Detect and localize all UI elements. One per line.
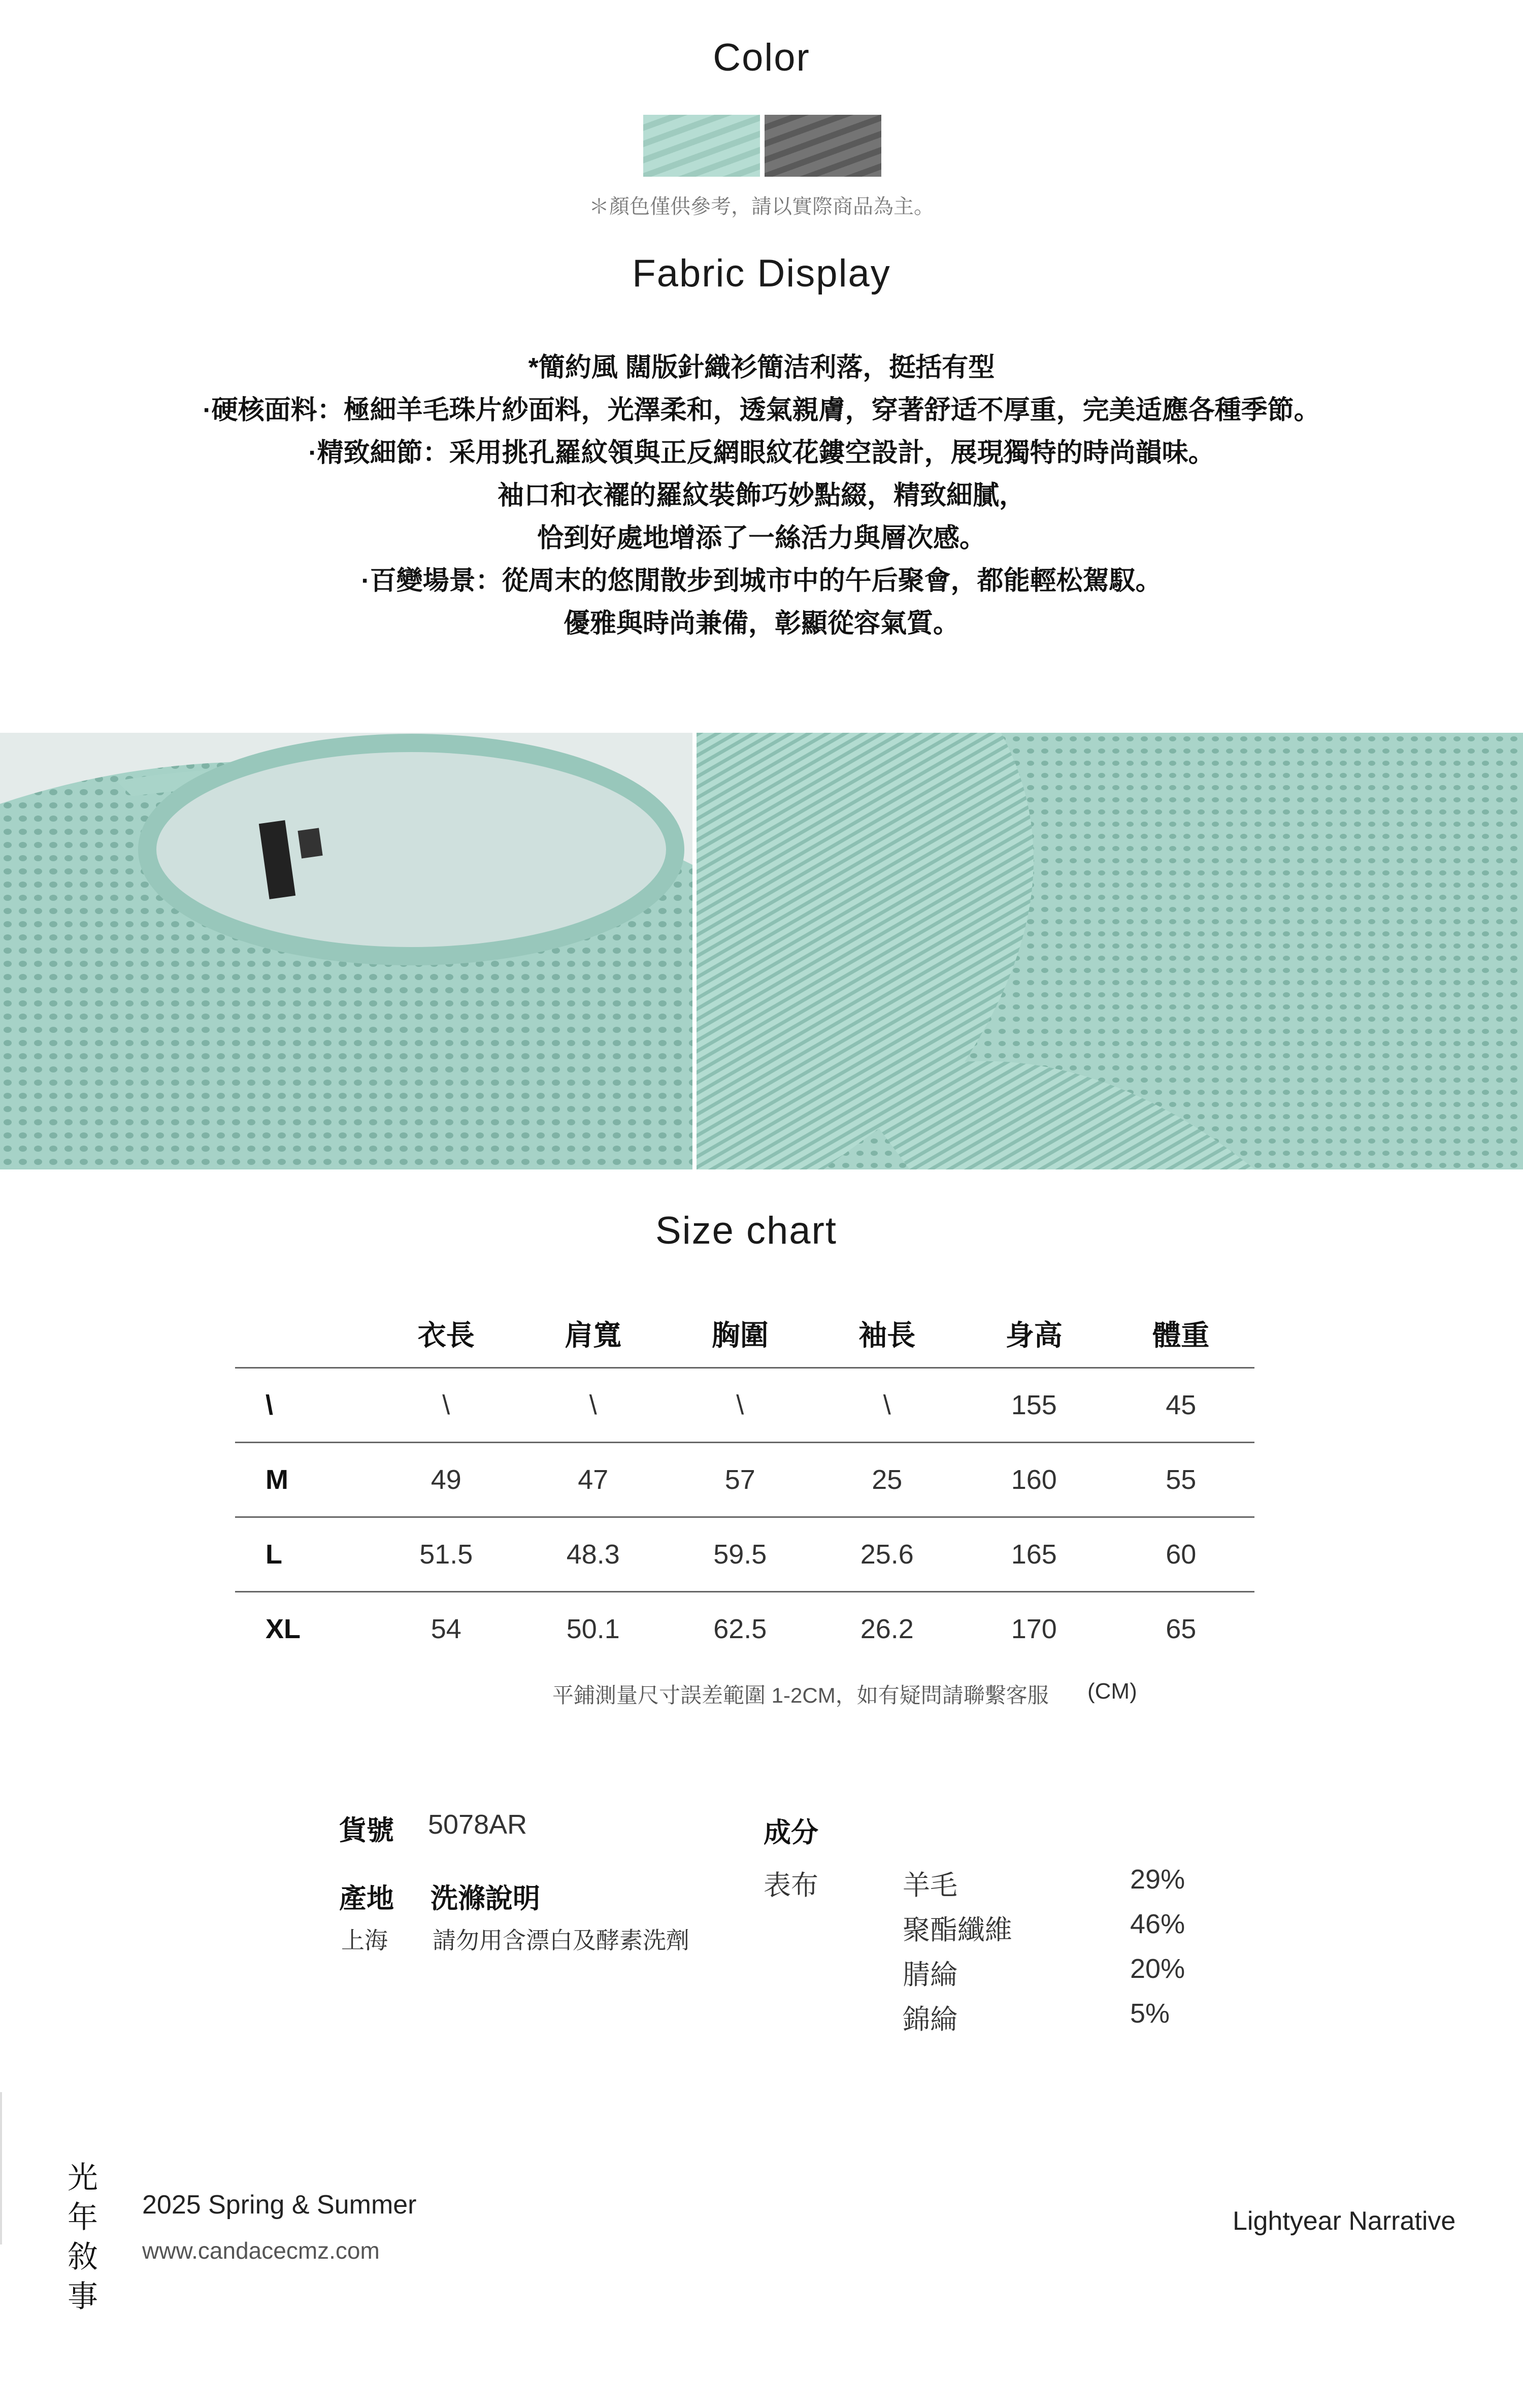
material-name: 羊毛: [903, 1870, 957, 1901]
composition-label: 成分: [764, 1817, 818, 1848]
desc-line-1: *簡約風 闊版針織衫簡洁利落，挺括有型: [528, 353, 995, 382]
size-label: XL: [235, 1592, 373, 1666]
table-cell: 25.6: [814, 1517, 961, 1592]
table-cell: 62.5: [667, 1592, 814, 1666]
fabric-description: [0, 346, 1523, 645]
header-length: 衣長: [417, 1319, 475, 1351]
material-name: 錦綸: [903, 2004, 957, 2035]
material-name: 腈綸: [903, 1960, 957, 1990]
sku-label: 貨號: [339, 1815, 394, 1846]
table-cell: 25: [814, 1443, 961, 1517]
size-label: L: [235, 1517, 373, 1592]
size-note: 平鋪測量尺寸誤差範圍 1-2CM，如有疑問請聯繫客服: [552, 1683, 1049, 1707]
table-cell: 50.1: [520, 1592, 667, 1666]
table-cell: 47: [520, 1443, 667, 1517]
color-heading: Color: [713, 36, 810, 79]
desc-line-5: 恰到好處地增添了一絲活力與層次感。: [537, 524, 986, 553]
table-cell: 160: [961, 1443, 1108, 1517]
fabric-photo-ribbed-hem: [697, 733, 1523, 1169]
swatch-gray[interactable]: [765, 115, 881, 177]
material-pct: 46%: [1130, 1909, 1185, 1939]
size-unit: (CM): [1087, 1679, 1137, 1704]
fabric-photo-collar: [0, 733, 692, 1169]
table-cell: 59.5: [667, 1517, 814, 1592]
sku-value: 5078AR: [428, 1809, 527, 1840]
table-cell: \: [667, 1368, 814, 1443]
desc-line-6: ·百變場景：從周末的悠閒散步到城市中的午后聚會，都能輕松駕馭。: [361, 566, 1162, 596]
table-cell: 51.5: [373, 1517, 520, 1592]
size-heading: Size chart: [655, 1209, 837, 1252]
table-cell: \: [373, 1368, 520, 1443]
material-name: 聚酯纖維: [903, 1915, 1012, 1945]
footer-season: 2025 Spring & Summer: [142, 2190, 417, 2220]
size-label: M: [235, 1443, 373, 1517]
table-cell: 60: [1108, 1517, 1255, 1592]
table-cell: 54: [373, 1592, 520, 1666]
table-cell: 49: [373, 1443, 520, 1517]
material-pct: 29%: [1130, 1864, 1185, 1895]
table-cell: 165: [961, 1517, 1108, 1592]
table-cell: 57: [667, 1443, 814, 1517]
size-table-header: [235, 1300, 1254, 1368]
fabric-label: 表布: [764, 1870, 818, 1901]
wash-value: 請勿用含漂白及酵素洗劑: [433, 1927, 689, 1954]
table-cell: 45: [1108, 1368, 1255, 1443]
table-row: [235, 1368, 1254, 1443]
header-height: 身高: [1005, 1319, 1063, 1351]
table-cell: 26.2: [814, 1592, 961, 1666]
table-cell: 155: [961, 1368, 1108, 1443]
desc-line-3: ·精致細節：采用挑孔羅紋領與正反網眼紋花鏤空設計，展現獨特的時尚韻味。: [308, 438, 1215, 468]
origin-label: 產地: [339, 1883, 394, 1914]
table-cell: 170: [961, 1592, 1108, 1666]
size-table: [235, 1300, 1254, 1666]
color-note: ＊顏色僅供參考，請以實際商品為主。: [589, 196, 934, 218]
table-cell: \: [520, 1368, 667, 1443]
material-pct: 5%: [1130, 1998, 1170, 2029]
material-pct: 20%: [1130, 1954, 1185, 1984]
size-label: \: [235, 1368, 373, 1443]
desc-line-2: ·硬核面料：極細羊毛珠片紗面料，光澤柔和，透氣親膚，穿著舒适不厚重，完美适應各種季節。: [203, 396, 1320, 425]
fabric-heading: Fabric Display: [632, 252, 891, 295]
wash-label: 洗滌說明: [431, 1883, 540, 1914]
origin-value: 上海: [341, 1927, 388, 1954]
swatch-mint[interactable]: [643, 115, 760, 177]
table-cell: 55: [1108, 1443, 1255, 1517]
footer-website[interactable]: www.candacecmz.com: [142, 2237, 380, 2264]
table-cell: 65: [1108, 1592, 1255, 1666]
header-shoulder: 肩寬: [565, 1319, 622, 1351]
table-row: [235, 1443, 1254, 1517]
header-chest: 胸圍: [711, 1319, 769, 1351]
desc-line-7: 優雅與時尚兼備，彰顯從容氣質。: [563, 609, 959, 638]
desc-line-4: 袖口和衣襬的羅紋裝飾巧妙點綴，精致細膩，: [497, 481, 1025, 510]
table-row: [235, 1517, 1254, 1592]
footer-edge-line: [0, 2092, 2, 2244]
header-sleeve: 袖長: [858, 1319, 916, 1351]
table-row: [235, 1592, 1254, 1666]
header-weight: 體重: [1152, 1319, 1210, 1351]
vertical-brand: 光 年 敘 事: [68, 2161, 98, 2314]
header-empty: [235, 1300, 373, 1368]
footer-brand-en: Lightyear Narrative: [1233, 2206, 1456, 2236]
table-cell: \: [814, 1368, 961, 1443]
table-cell: 48.3: [520, 1517, 667, 1592]
